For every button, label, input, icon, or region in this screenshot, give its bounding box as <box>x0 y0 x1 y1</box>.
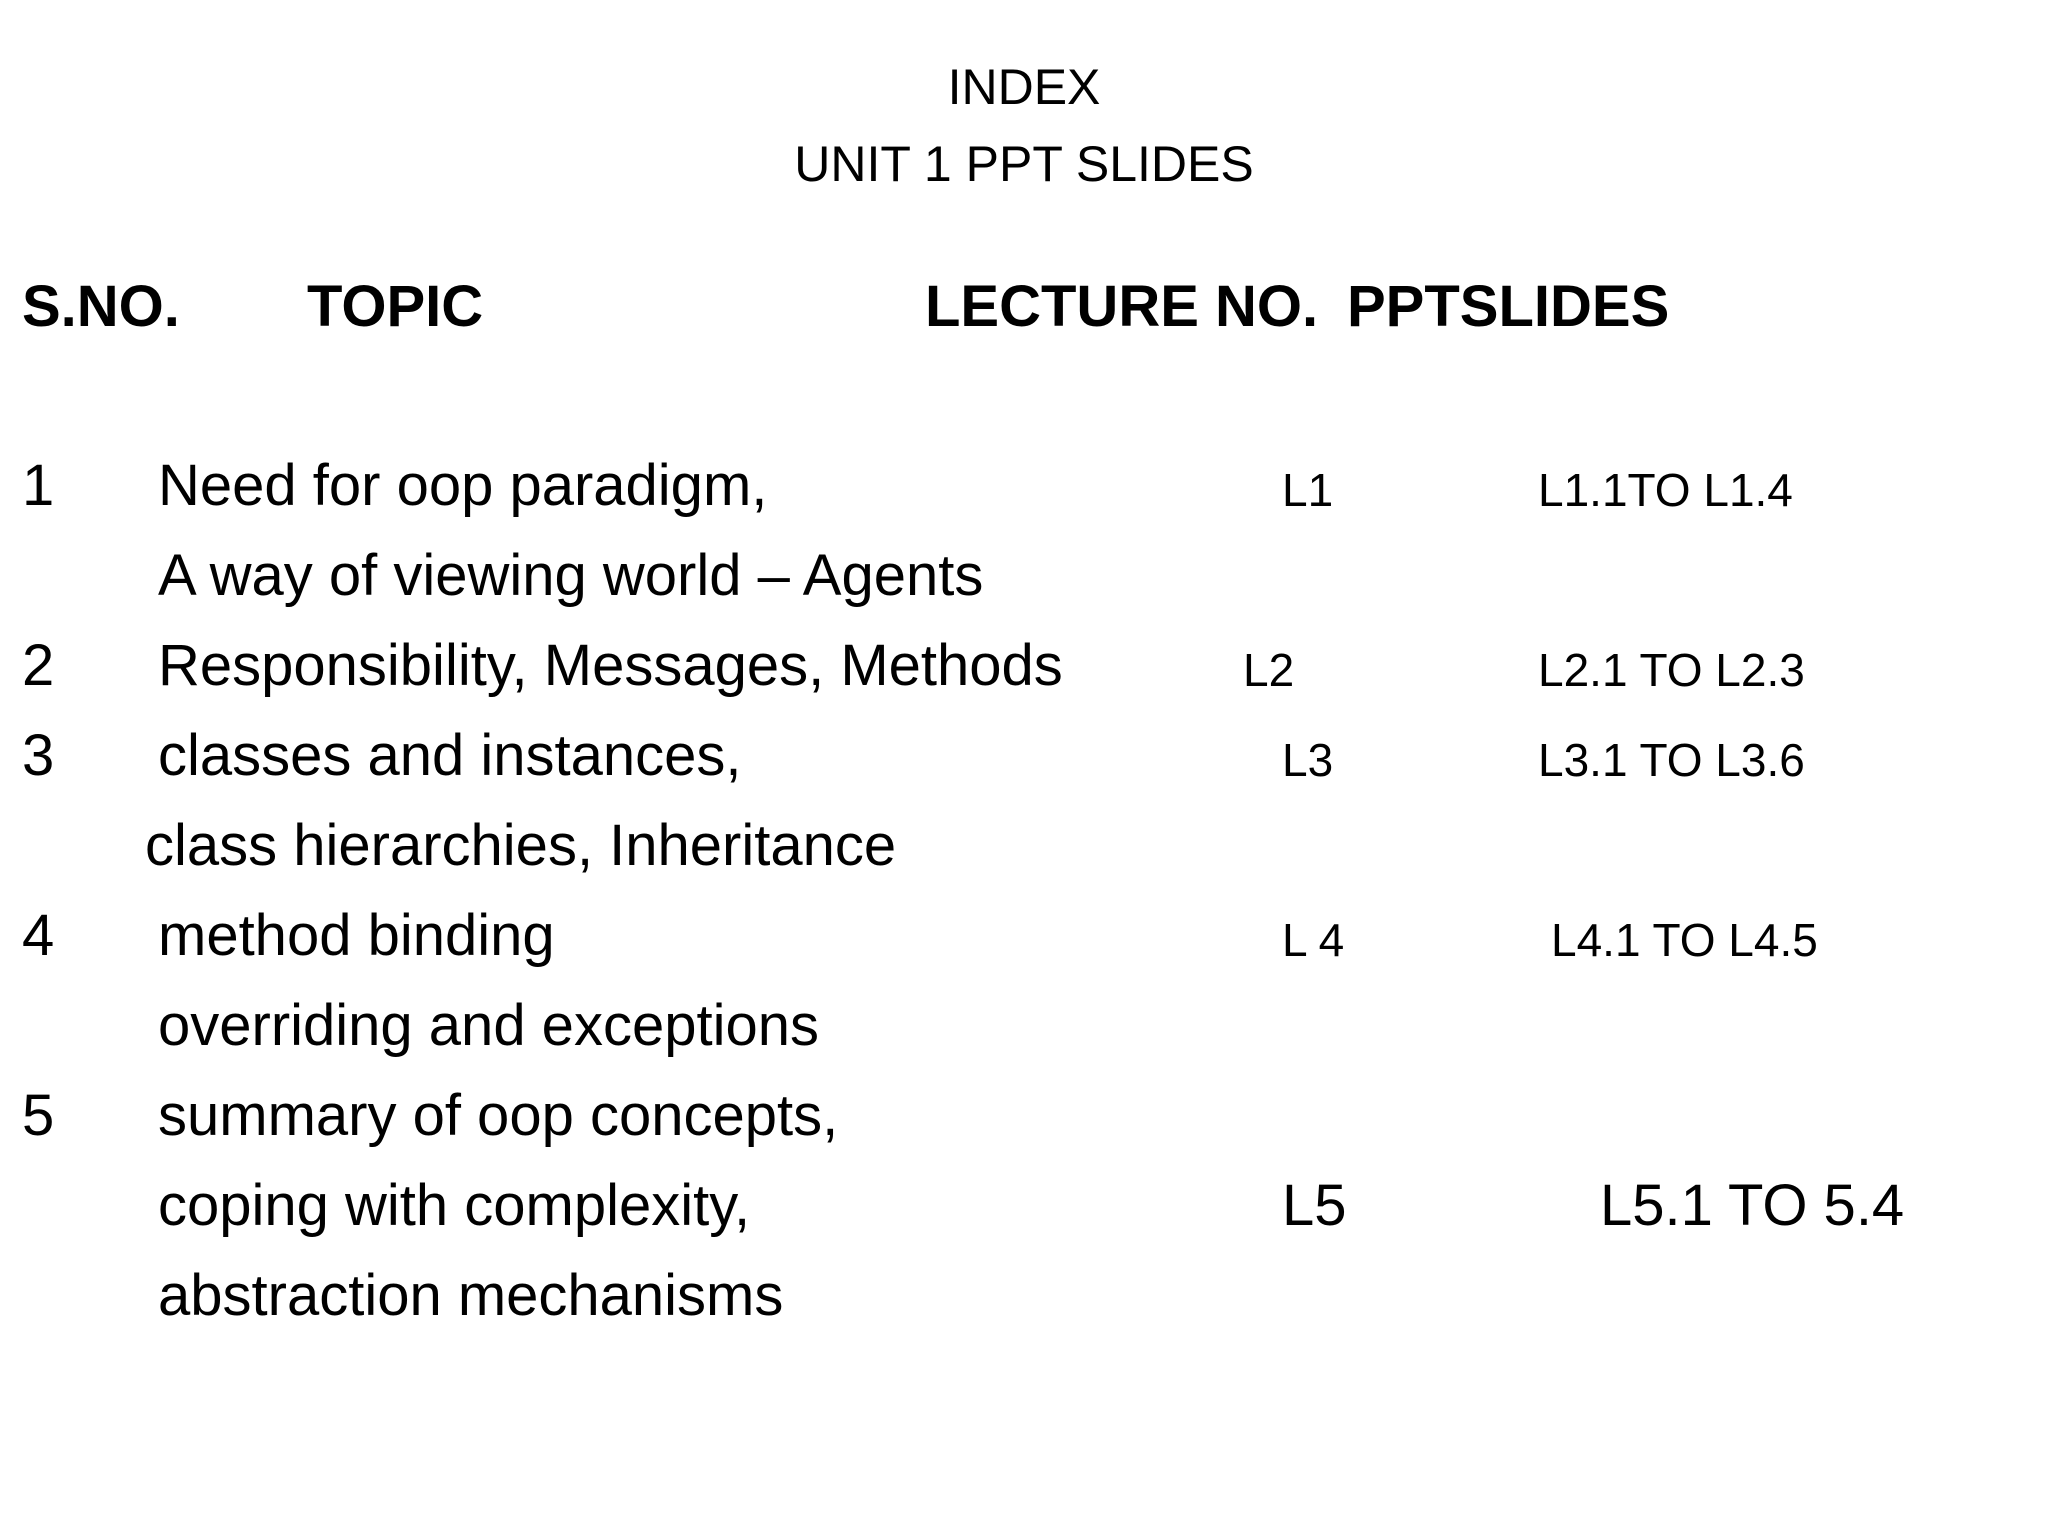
row-5-lecture: L5 <box>1282 1173 1347 1238</box>
row-3-topic-line-1: classes and instances, <box>158 723 742 788</box>
row-3-slides: L3.1 TO L3.6 <box>1538 734 1805 786</box>
row-3-topic-line-2: class hierarchies, Inheritance <box>145 813 897 878</box>
row-5-sno: 5 <box>22 1083 55 1148</box>
page-subtitle: UNIT 1 PPT SLIDES <box>794 136 1254 192</box>
header-sno: S.NO. <box>22 274 180 339</box>
row-5-topic-line-1: summary of oop concepts, <box>158 1083 839 1148</box>
row-1-topic-line-1: Need for oop paradigm, <box>158 453 768 518</box>
row-1-sno: 1 <box>22 453 55 518</box>
row-2-topic-line-1: Responsibility, Messages, Methods <box>158 633 1063 698</box>
header-topic: TOPIC <box>307 274 484 339</box>
row-4-topic-line-1: method binding <box>158 903 555 968</box>
row-5-slides: L5.1 TO 5.4 <box>1600 1173 1905 1238</box>
row-4-sno: 4 <box>22 903 55 968</box>
header-lecture-no: LECTURE NO. <box>925 274 1319 339</box>
row-1-topic-line-2: A way of viewing world – Agents <box>158 543 984 608</box>
header-ppt-slides: PPTSLIDES <box>1347 274 1670 339</box>
row-2-lecture: L2 <box>1243 644 1295 696</box>
row-1-lecture: L1 <box>1282 464 1334 516</box>
row-2-slides: L2.1 TO L2.3 <box>1538 644 1805 696</box>
row-2-sno: 2 <box>22 633 55 698</box>
row-4-lecture: L 4 <box>1282 914 1345 966</box>
row-4-slides: L4.1 TO L4.5 <box>1551 914 1818 966</box>
row-3-lecture: L3 <box>1282 734 1334 786</box>
row-4-topic-line-2: overriding and exceptions <box>158 993 819 1058</box>
row-5-topic-line-2: coping with complexity, <box>158 1173 751 1238</box>
row-3-sno: 3 <box>22 723 55 788</box>
row-5-topic-line-3: abstraction mechanisms <box>158 1263 784 1328</box>
row-1-slides: L1.1TO L1.4 <box>1538 464 1793 516</box>
page-title: INDEX <box>947 59 1101 115</box>
